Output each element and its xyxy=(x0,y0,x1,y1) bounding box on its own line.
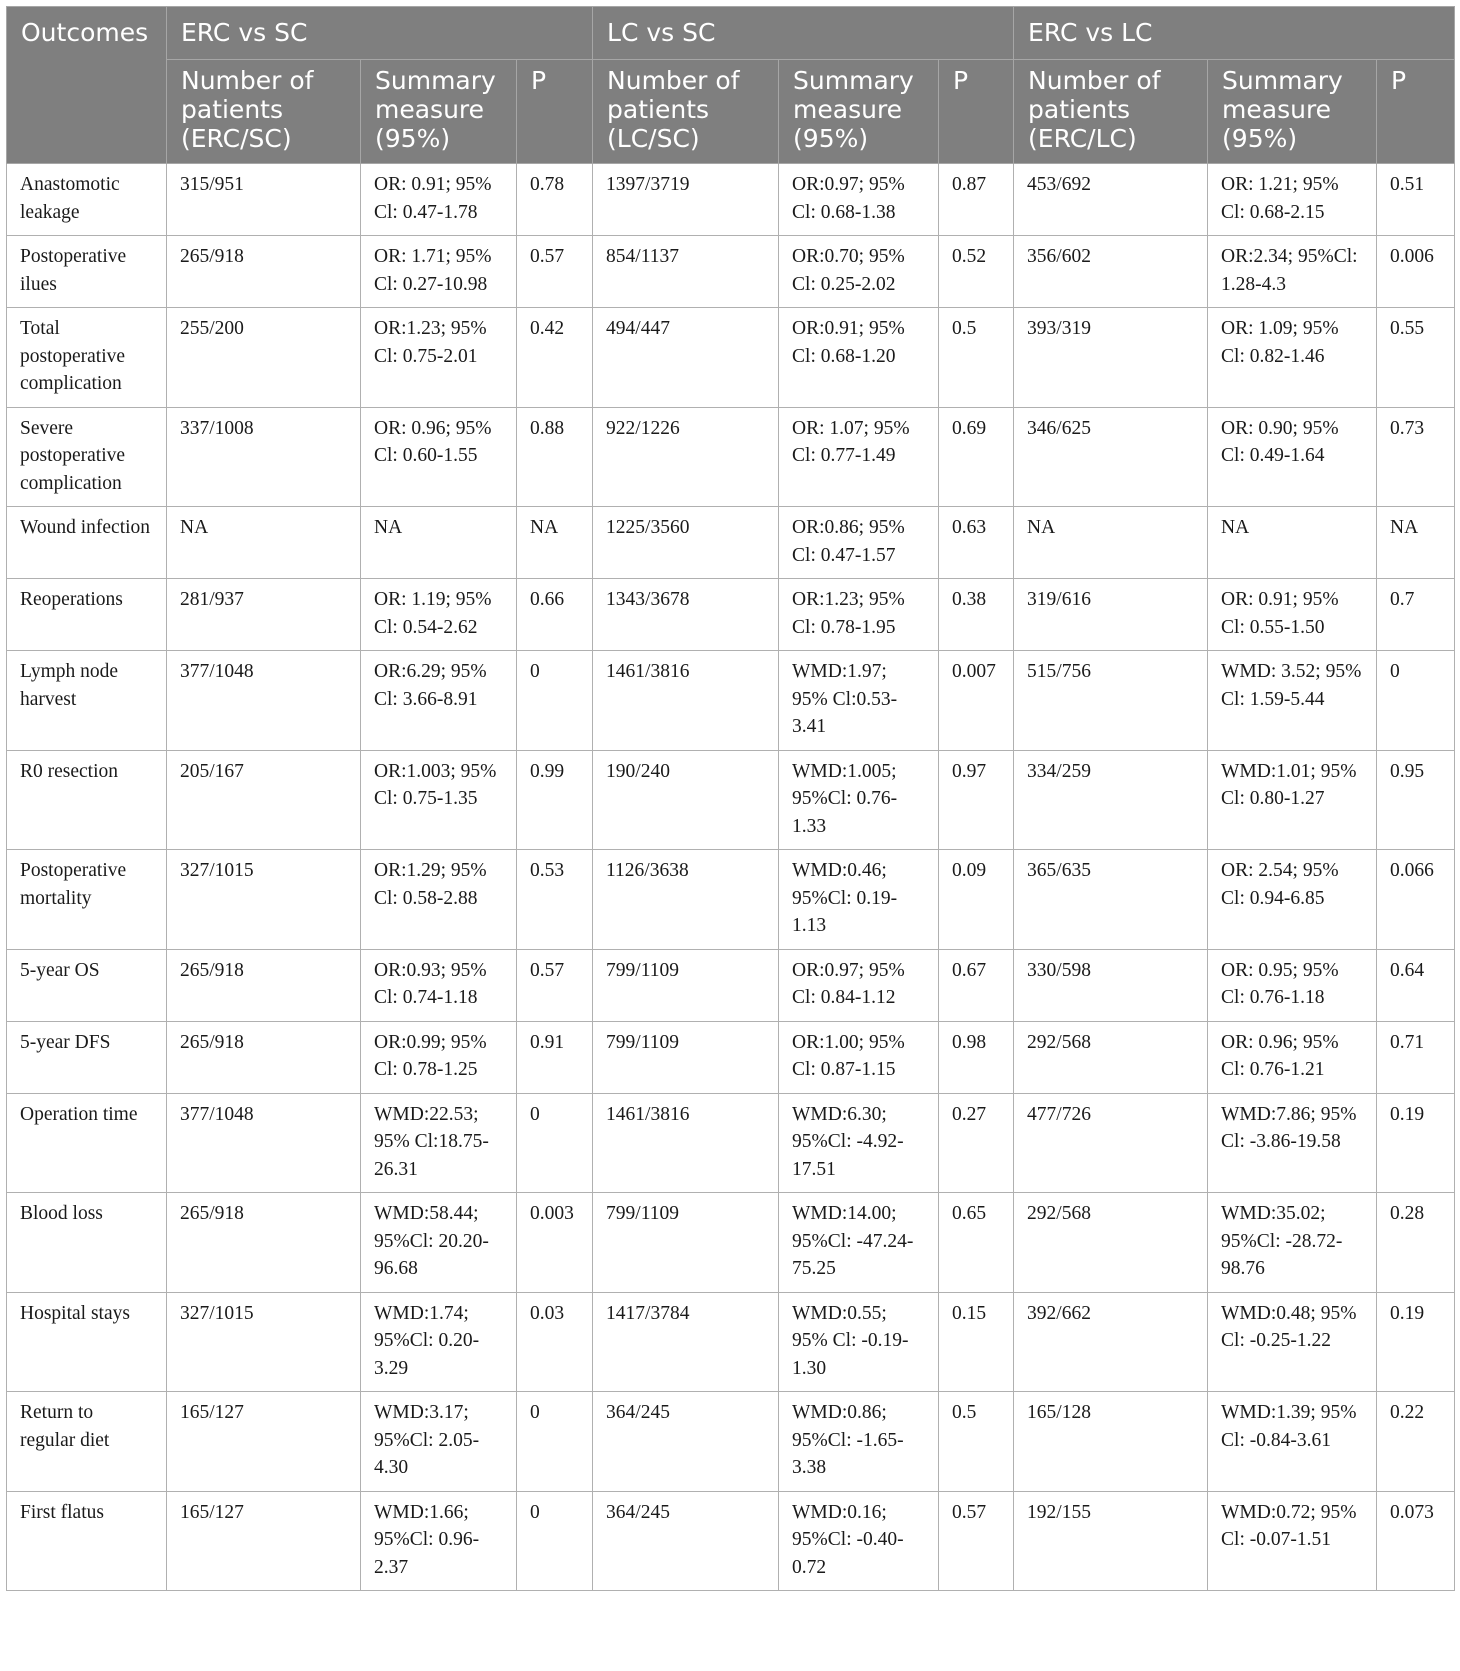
cell-p-lc-sc: 0.15 xyxy=(939,1292,1014,1392)
cell-outcome: Lymph node harvest xyxy=(7,651,167,751)
table-row xyxy=(7,308,1455,408)
subheader-number-lc-sc: Number of patients (LC/SC) xyxy=(593,60,779,164)
cell-summary-erc-lc: WMD:1.39; 95% Cl: -0.84-3.61 xyxy=(1208,1392,1377,1492)
header-group-erc-vs-lc: ERC vs LC xyxy=(1014,7,1455,60)
cell-p-erc-lc: 0.7 xyxy=(1377,579,1455,651)
cell-p-lc-sc: 0.69 xyxy=(939,407,1014,507)
cell-patients-lc-sc: 1397/3719 xyxy=(593,164,779,236)
table-body xyxy=(7,164,1455,1591)
cell-summary-erc-sc: OR:0.93; 95% Cl: 0.74-1.18 xyxy=(361,949,517,1021)
cell-p-erc-lc: 0.51 xyxy=(1377,164,1455,236)
cell-p-erc-sc: 0.57 xyxy=(517,236,593,308)
cell-p-erc-lc: 0 xyxy=(1377,651,1455,751)
cell-p-erc-lc: 0.19 xyxy=(1377,1292,1455,1392)
cell-summary-erc-lc: WMD:0.72; 95% Cl: -0.07-1.51 xyxy=(1208,1491,1377,1591)
cell-outcome: 5-year DFS xyxy=(7,1021,167,1093)
subheader-summary-erc-lc: Summary measure (95%) xyxy=(1208,60,1377,164)
subheader-p-erc-lc: P xyxy=(1377,60,1455,164)
cell-summary-erc-lc: OR:2.34; 95%Cl: 1.28-4.3 xyxy=(1208,236,1377,308)
cell-patients-erc-lc: 165/128 xyxy=(1014,1392,1208,1492)
cell-p-erc-sc: 0 xyxy=(517,1392,593,1492)
cell-patients-erc-sc: 265/918 xyxy=(167,949,361,1021)
cell-patients-lc-sc: 1225/3560 xyxy=(593,507,779,579)
cell-p-lc-sc: 0.97 xyxy=(939,750,1014,850)
cell-summary-erc-lc: OR: 0.90; 95% Cl: 0.49-1.64 xyxy=(1208,407,1377,507)
cell-p-lc-sc: 0.5 xyxy=(939,1392,1014,1492)
cell-p-erc-sc: 0 xyxy=(517,651,593,751)
cell-patients-erc-sc: NA xyxy=(167,507,361,579)
cell-p-erc-lc: 0.71 xyxy=(1377,1021,1455,1093)
cell-patients-erc-sc: 205/167 xyxy=(167,750,361,850)
cell-summary-erc-lc: OR: 1.09; 95% Cl: 0.82-1.46 xyxy=(1208,308,1377,408)
cell-p-erc-lc: 0.19 xyxy=(1377,1093,1455,1193)
cell-patients-lc-sc: 1461/3816 xyxy=(593,651,779,751)
table-row xyxy=(7,164,1455,236)
cell-summary-erc-sc: OR:1.003; 95% Cl: 0.75-1.35 xyxy=(361,750,517,850)
cell-p-lc-sc: 0.38 xyxy=(939,579,1014,651)
cell-p-erc-sc: 0.91 xyxy=(517,1021,593,1093)
subheader-p-lc-sc: P xyxy=(939,60,1014,164)
cell-patients-erc-lc: 319/616 xyxy=(1014,579,1208,651)
cell-summary-erc-lc: WMD:7.86; 95% Cl: -3.86-19.58 xyxy=(1208,1093,1377,1193)
cell-summary-erc-sc: OR: 1.19; 95% Cl: 0.54-2.62 xyxy=(361,579,517,651)
cell-p-erc-lc: 0.95 xyxy=(1377,750,1455,850)
cell-patients-lc-sc: 922/1226 xyxy=(593,407,779,507)
cell-summary-erc-lc: OR: 1.21; 95% Cl: 0.68-2.15 xyxy=(1208,164,1377,236)
cell-p-erc-sc: NA xyxy=(517,507,593,579)
cell-summary-erc-sc: WMD:1.66; 95%Cl: 0.96-2.37 xyxy=(361,1491,517,1591)
table-row xyxy=(7,1093,1455,1193)
cell-outcome: Hospital stays xyxy=(7,1292,167,1392)
cell-outcome: Return to regular diet xyxy=(7,1392,167,1492)
cell-p-lc-sc: 0.27 xyxy=(939,1093,1014,1193)
cell-patients-erc-lc: 393/319 xyxy=(1014,308,1208,408)
cell-summary-erc-lc: WMD:35.02; 95%Cl: -28.72-98.76 xyxy=(1208,1193,1377,1293)
table-row xyxy=(7,1193,1455,1293)
table-row xyxy=(7,750,1455,850)
cell-summary-lc-sc: OR:0.70; 95% Cl: 0.25-2.02 xyxy=(779,236,939,308)
cell-summary-erc-sc: OR: 0.96; 95% Cl: 0.60-1.55 xyxy=(361,407,517,507)
cell-summary-erc-sc: WMD:3.17; 95%Cl: 2.05-4.30 xyxy=(361,1392,517,1492)
cell-summary-erc-lc: OR: 0.96; 95% Cl: 0.76-1.21 xyxy=(1208,1021,1377,1093)
cell-outcome: Postoperative ilues xyxy=(7,236,167,308)
cell-summary-erc-sc: OR:1.23; 95% Cl: 0.75-2.01 xyxy=(361,308,517,408)
cell-patients-erc-sc: 265/918 xyxy=(167,236,361,308)
outcomes-table xyxy=(6,6,1455,1591)
cell-summary-lc-sc: WMD:1.97; 95% Cl:0.53-3.41 xyxy=(779,651,939,751)
cell-summary-lc-sc: WMD:0.55; 95% Cl: -0.19-1.30 xyxy=(779,1292,939,1392)
header-outcomes: Outcomes xyxy=(7,7,167,164)
cell-summary-erc-sc: WMD:1.74; 95%Cl: 0.20-3.29 xyxy=(361,1292,517,1392)
subheader-p-erc-sc: P xyxy=(517,60,593,164)
cell-p-erc-sc: 0.03 xyxy=(517,1292,593,1392)
cell-patients-erc-lc: NA xyxy=(1014,507,1208,579)
cell-p-lc-sc: 0.65 xyxy=(939,1193,1014,1293)
cell-p-lc-sc: 0.09 xyxy=(939,850,1014,950)
header-group-lc-vs-sc: LC vs SC xyxy=(593,7,1014,60)
table-row xyxy=(7,1392,1455,1492)
cell-p-erc-sc: 0.66 xyxy=(517,579,593,651)
cell-summary-erc-sc: OR: 0.91; 95% Cl: 0.47-1.78 xyxy=(361,164,517,236)
header-group-erc-vs-sc: ERC vs SC xyxy=(167,7,593,60)
cell-patients-erc-sc: 327/1015 xyxy=(167,1292,361,1392)
cell-summary-lc-sc: OR:1.00; 95% Cl: 0.87-1.15 xyxy=(779,1021,939,1093)
cell-summary-erc-sc: OR:1.29; 95% Cl: 0.58-2.88 xyxy=(361,850,517,950)
cell-patients-lc-sc: 799/1109 xyxy=(593,1193,779,1293)
cell-summary-lc-sc: WMD:0.16; 95%Cl: -0.40-0.72 xyxy=(779,1491,939,1591)
cell-patients-erc-lc: 334/259 xyxy=(1014,750,1208,850)
cell-outcome: Reoperations xyxy=(7,579,167,651)
cell-patients-lc-sc: 190/240 xyxy=(593,750,779,850)
cell-p-erc-sc: 0.42 xyxy=(517,308,593,408)
cell-patients-erc-lc: 477/726 xyxy=(1014,1093,1208,1193)
cell-p-erc-sc: 0.88 xyxy=(517,407,593,507)
cell-patients-lc-sc: 1343/3678 xyxy=(593,579,779,651)
cell-patients-erc-lc: 515/756 xyxy=(1014,651,1208,751)
cell-p-erc-sc: 0.78 xyxy=(517,164,593,236)
subheader-summary-erc-sc: Summary measure (95%) xyxy=(361,60,517,164)
cell-summary-erc-sc: NA xyxy=(361,507,517,579)
cell-outcome: Postoperative mortality xyxy=(7,850,167,950)
cell-patients-erc-sc: 327/1015 xyxy=(167,850,361,950)
subheader-summary-lc-sc: Summary measure (95%) xyxy=(779,60,939,164)
table-row xyxy=(7,236,1455,308)
cell-outcome: First flatus xyxy=(7,1491,167,1591)
cell-summary-lc-sc: OR:0.97; 95% Cl: 0.84-1.12 xyxy=(779,949,939,1021)
cell-p-erc-lc: 0.006 xyxy=(1377,236,1455,308)
cell-summary-erc-sc: WMD:58.44; 95%Cl: 20.20-96.68 xyxy=(361,1193,517,1293)
cell-outcome: R0 resection xyxy=(7,750,167,850)
cell-patients-lc-sc: 494/447 xyxy=(593,308,779,408)
table-row xyxy=(7,1292,1455,1392)
cell-patients-erc-sc: 165/127 xyxy=(167,1392,361,1492)
cell-outcome: 5-year OS xyxy=(7,949,167,1021)
cell-outcome: Anastomotic leakage xyxy=(7,164,167,236)
cell-p-erc-sc: 0.57 xyxy=(517,949,593,1021)
cell-p-lc-sc: 0.87 xyxy=(939,164,1014,236)
cell-patients-erc-lc: 365/635 xyxy=(1014,850,1208,950)
cell-summary-lc-sc: OR:0.97; 95% Cl: 0.68-1.38 xyxy=(779,164,939,236)
cell-patients-erc-sc: 377/1048 xyxy=(167,1093,361,1193)
cell-patients-erc-sc: 265/918 xyxy=(167,1193,361,1293)
cell-outcome: Severe postoperative complication xyxy=(7,407,167,507)
table-row xyxy=(7,949,1455,1021)
cell-p-erc-lc: 0.55 xyxy=(1377,308,1455,408)
cell-patients-erc-lc: 453/692 xyxy=(1014,164,1208,236)
table-row xyxy=(7,407,1455,507)
table-row xyxy=(7,1021,1455,1093)
cell-summary-erc-lc: WMD: 3.52; 95% Cl: 1.59-5.44 xyxy=(1208,651,1377,751)
cell-p-erc-lc: 0.64 xyxy=(1377,949,1455,1021)
cell-summary-erc-lc: WMD:0.48; 95% Cl: -0.25-1.22 xyxy=(1208,1292,1377,1392)
cell-summary-lc-sc: OR:0.91; 95% Cl: 0.68-1.20 xyxy=(779,308,939,408)
cell-summary-erc-lc: OR: 2.54; 95% Cl: 0.94-6.85 xyxy=(1208,850,1377,950)
header-row-groups xyxy=(7,7,1455,60)
cell-summary-erc-sc: WMD:22.53; 95% Cl:18.75-26.31 xyxy=(361,1093,517,1193)
cell-p-erc-lc: 0.22 xyxy=(1377,1392,1455,1492)
cell-patients-erc-sc: 165/127 xyxy=(167,1491,361,1591)
cell-p-lc-sc: 0.98 xyxy=(939,1021,1014,1093)
table-row xyxy=(7,579,1455,651)
cell-patients-erc-lc: 392/662 xyxy=(1014,1292,1208,1392)
cell-summary-erc-lc: OR: 0.95; 95% Cl: 0.76-1.18 xyxy=(1208,949,1377,1021)
header-row-subheaders xyxy=(7,60,1455,164)
cell-patients-lc-sc: 799/1109 xyxy=(593,949,779,1021)
cell-summary-erc-sc: OR:6.29; 95% Cl: 3.66-8.91 xyxy=(361,651,517,751)
cell-p-erc-lc: 0.073 xyxy=(1377,1491,1455,1591)
cell-p-erc-lc: 0.73 xyxy=(1377,407,1455,507)
table-row xyxy=(7,850,1455,950)
cell-patients-erc-sc: 377/1048 xyxy=(167,651,361,751)
cell-patients-lc-sc: 1126/3638 xyxy=(593,850,779,950)
cell-p-lc-sc: 0.57 xyxy=(939,1491,1014,1591)
table-row xyxy=(7,1491,1455,1591)
cell-patients-lc-sc: 1417/3784 xyxy=(593,1292,779,1392)
cell-patients-erc-lc: 292/568 xyxy=(1014,1193,1208,1293)
cell-summary-lc-sc: OR:1.23; 95% Cl: 0.78-1.95 xyxy=(779,579,939,651)
cell-patients-erc-lc: 192/155 xyxy=(1014,1491,1208,1591)
cell-outcome: Blood loss xyxy=(7,1193,167,1293)
cell-outcome: Wound infection xyxy=(7,507,167,579)
cell-patients-erc-sc: 315/951 xyxy=(167,164,361,236)
table-row xyxy=(7,507,1455,579)
subheader-number-erc-lc: Number of patients (ERC/LC) xyxy=(1014,60,1208,164)
cell-summary-lc-sc: WMD:6.30; 95%Cl: -4.92-17.51 xyxy=(779,1093,939,1193)
subheader-number-erc-sc: Number of patients (ERC/SC) xyxy=(167,60,361,164)
cell-p-lc-sc: 0.007 xyxy=(939,651,1014,751)
cell-patients-erc-lc: 292/568 xyxy=(1014,1021,1208,1093)
cell-p-erc-sc: 0.53 xyxy=(517,850,593,950)
cell-summary-erc-sc: OR: 1.71; 95% Cl: 0.27-10.98 xyxy=(361,236,517,308)
cell-summary-lc-sc: OR:0.86; 95% Cl: 0.47-1.57 xyxy=(779,507,939,579)
cell-patients-lc-sc: 1461/3816 xyxy=(593,1093,779,1193)
cell-p-erc-lc: NA xyxy=(1377,507,1455,579)
cell-outcome: Operation time xyxy=(7,1093,167,1193)
cell-summary-lc-sc: WMD:0.46; 95%Cl: 0.19-1.13 xyxy=(779,850,939,950)
cell-outcome: Total postoperative complication xyxy=(7,308,167,408)
cell-summary-erc-lc: NA xyxy=(1208,507,1377,579)
cell-patients-erc-sc: 281/937 xyxy=(167,579,361,651)
cell-p-lc-sc: 0.5 xyxy=(939,308,1014,408)
cell-summary-lc-sc: WMD:14.00; 95%Cl: -47.24-75.25 xyxy=(779,1193,939,1293)
cell-patients-erc-sc: 337/1008 xyxy=(167,407,361,507)
cell-p-lc-sc: 0.63 xyxy=(939,507,1014,579)
cell-p-erc-lc: 0.28 xyxy=(1377,1193,1455,1293)
cell-summary-lc-sc: OR: 1.07; 95% Cl: 0.77-1.49 xyxy=(779,407,939,507)
cell-summary-erc-lc: WMD:1.01; 95% Cl: 0.80-1.27 xyxy=(1208,750,1377,850)
cell-patients-lc-sc: 364/245 xyxy=(593,1392,779,1492)
cell-summary-lc-sc: WMD:1.005; 95%Cl: 0.76-1.33 xyxy=(779,750,939,850)
cell-p-erc-sc: 0 xyxy=(517,1491,593,1591)
cell-p-erc-sc: 0.99 xyxy=(517,750,593,850)
cell-patients-erc-lc: 346/625 xyxy=(1014,407,1208,507)
cell-p-erc-sc: 0.003 xyxy=(517,1193,593,1293)
cell-summary-erc-lc: OR: 0.91; 95% Cl: 0.55-1.50 xyxy=(1208,579,1377,651)
cell-patients-erc-lc: 330/598 xyxy=(1014,949,1208,1021)
cell-patients-lc-sc: 854/1137 xyxy=(593,236,779,308)
table-row xyxy=(7,651,1455,751)
cell-summary-erc-sc: OR:0.99; 95% Cl: 0.78-1.25 xyxy=(361,1021,517,1093)
cell-p-erc-sc: 0 xyxy=(517,1093,593,1193)
cell-patients-lc-sc: 364/245 xyxy=(593,1491,779,1591)
cell-p-lc-sc: 0.67 xyxy=(939,949,1014,1021)
cell-patients-erc-sc: 265/918 xyxy=(167,1021,361,1093)
cell-p-lc-sc: 0.52 xyxy=(939,236,1014,308)
cell-p-erc-lc: 0.066 xyxy=(1377,850,1455,950)
cell-patients-erc-lc: 356/602 xyxy=(1014,236,1208,308)
cell-summary-lc-sc: WMD:0.86; 95%Cl: -1.65-3.38 xyxy=(779,1392,939,1492)
cell-patients-erc-sc: 255/200 xyxy=(167,308,361,408)
cell-patients-lc-sc: 799/1109 xyxy=(593,1021,779,1093)
